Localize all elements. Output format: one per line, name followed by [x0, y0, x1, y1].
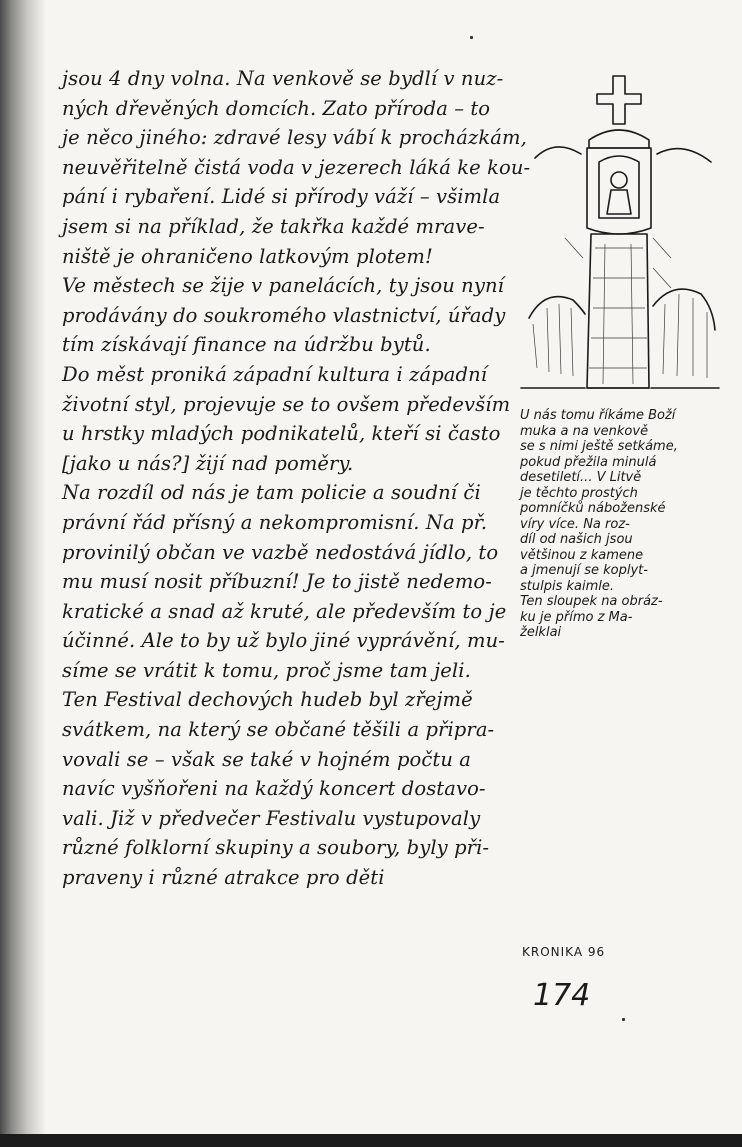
- caption-line: díl od našich jsou: [520, 532, 633, 547]
- caption-line: muka a na venkově: [520, 423, 649, 439]
- chronicle-signature: KRONIKA 96: [522, 945, 606, 959]
- stone-cross-illustration: [515, 68, 720, 398]
- caption-line: želklai: [520, 625, 562, 640]
- book-spine-shadow: [0, 0, 46, 1134]
- text-line: tím získávají finance na údržbu bytů.: [62, 333, 431, 357]
- text-line: neuvěřitelně čistá voda v jezerech láká ke kou-: [62, 155, 531, 179]
- main-handwritten-text: [62, 64, 531, 893]
- caption-line: U nás tomu říkáme Boží: [520, 408, 676, 423]
- caption-line: ku je přímo z Ma-: [520, 609, 633, 625]
- caption-line: pokud přežila minulá: [520, 454, 657, 470]
- caption-line: a jmenují se koplyt-: [520, 563, 648, 578]
- text-line: provinilý občan ve vazbě nedostává jídlo, to: [62, 540, 499, 564]
- caption-line: stulpis kaimle.: [520, 578, 615, 594]
- page-number: 174: [533, 978, 591, 1013]
- caption-line: víry více. Na roz-: [520, 516, 630, 532]
- text-line: prodávány do soukromého vlastnictví, úřady: [62, 303, 506, 327]
- caption-line: desetiletí... V Litvě: [520, 470, 642, 485]
- text-line: navíc vyšňořeni na každý koncert dostavo-: [62, 777, 486, 801]
- illustration-caption: [520, 408, 720, 641]
- text-line: pání i rybaření. Lidé si přírody váží – všimla: [62, 185, 501, 209]
- text-line: Do měst proniká západní kultura i západní: [62, 362, 488, 386]
- paper-speck: [622, 1018, 625, 1021]
- text-line: účinné. Ale to by už bylo jiné vyprávění, mu-: [62, 629, 505, 653]
- text-line: u hrstky mladých podnikatelů, kteří si často: [62, 422, 501, 446]
- text-line: Na rozdíl od nás je tam policie a soudní či: [62, 481, 481, 505]
- text-line: jsem si na příklad, že takřka každé mrave-: [62, 214, 485, 238]
- text-line: životní styl, projevuje se to ovšem především: [62, 392, 511, 416]
- caption-line: se s nimi ještě setkáme,: [520, 439, 678, 454]
- text-line: niště je ohraničeno latkovým plotem!: [62, 244, 433, 268]
- text-line: jsou 4 dny volna. Na venkově se bydlí v nuz-: [62, 67, 504, 90]
- text-line: různé folklorní skupiny a soubory, byly při-: [62, 836, 490, 860]
- text-line: vovali se – však se také v hojném počtu a: [62, 747, 472, 771]
- text-line: právní řád přísný a nekompromisní. Na př.: [62, 510, 488, 534]
- text-line: Ten Festival dechových hudeb byl zřejmě: [62, 688, 473, 712]
- paper-speck: [470, 36, 473, 39]
- caption-line: pomníčků náboženské: [520, 501, 666, 516]
- text-line: mu musí nosit příbuzní! Je to jistě nedemo-: [62, 570, 492, 594]
- text-line: svátkem, na který se občané těšili a připra-: [62, 718, 495, 742]
- caption-line: je těchto prostých: [520, 485, 638, 501]
- caption-line: většinou z kamene: [520, 547, 644, 563]
- text-line: ných dřevěných domcích. Zato příroda – to: [62, 96, 491, 120]
- scan-bottom-edge: [0, 1134, 742, 1147]
- text-line: kratické a snad až kruté, ale především to je: [62, 599, 507, 623]
- text-line: praveny i různé atrakce pro děti: [62, 866, 385, 890]
- text-line: síme se vrátit k tomu, proč jsme tam jeli.: [62, 658, 471, 682]
- text-line: vali. Již v předvečer Festivalu vystupovaly: [62, 806, 481, 830]
- text-line: [jako u nás?] žijí nad poměry.: [62, 451, 354, 475]
- text-line: Ve městech se žije v panelácích, ty jsou nyní: [62, 274, 504, 298]
- caption-line: Ten sloupek na obráz-: [520, 594, 663, 609]
- text-line: je něco jiného: zdravé lesy vábí k procházkám,: [62, 126, 527, 150]
